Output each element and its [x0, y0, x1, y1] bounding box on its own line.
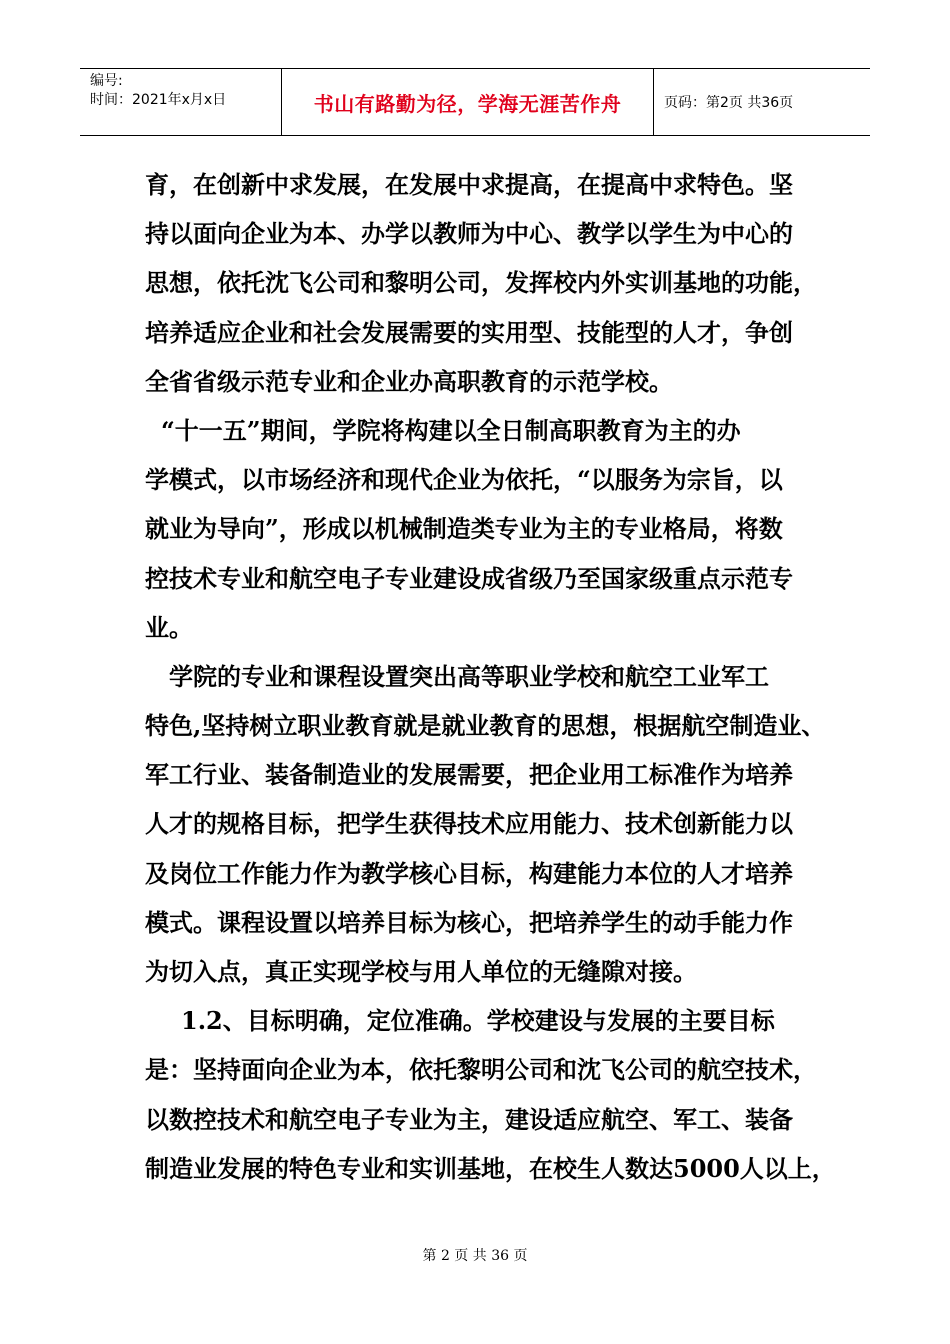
body-line: 人才的规格目标，把学生获得技术应用能力、技术创新能力以: [145, 809, 793, 839]
body-line: “十一五”期间，学院将构建以全日制高职教育为主的办: [161, 415, 741, 445]
header-page-info: 页码：第2页 共36页: [664, 95, 794, 111]
body-line: 培养适应企业和社会发展需要的实用型、技能型的人才，争创: [145, 317, 793, 347]
body-line: 业。: [145, 612, 193, 642]
body-line: 学院的专业和课程设置突出高等职业学校和航空工业军工: [169, 661, 769, 691]
document-body: [145, 160, 836, 1193]
body-line: 及岗位工作能力作为教学核心目标，构建能力本位的人才培养: [145, 858, 793, 888]
body-line: 控技术专业和航空电子专业建设成省级乃至国家级重点示范专: [145, 563, 793, 593]
body-line: 制造业发展的特色专业和实训基地，在校生人数达5000人以上，: [145, 1153, 836, 1183]
body-line: 全省省级示范专业和企业办高职教育的示范学校。: [145, 366, 673, 396]
body-line: 特色,坚持树立职业教育就是就业教育的思想，根据航空制造业、: [145, 711, 826, 741]
header-meta: [80, 69, 282, 135]
body-line: 就业为导向”，形成以机械制造类专业为主的专业格局，将数: [145, 514, 783, 544]
body-line: 持以面向企业为本、办学以教师为中心、教学以学生为中心的: [145, 219, 793, 249]
body-line: 是：坚持面向企业为本，依托黎明公司和沈飞公司的航空技术，: [145, 1055, 817, 1085]
page-footer: 第 2 页 共 36 页: [422, 1248, 528, 1264]
page-header: [80, 68, 870, 136]
document-time-label: 时间：2021年x月x日: [90, 92, 227, 108]
body-line: 以数控技术和航空电子专业为主，建设适应航空、军工、装备: [145, 1104, 793, 1134]
body-line: 思想，依托沈飞公司和黎明公司，发挥校内外实训基地的功能，: [145, 268, 817, 298]
body-line: 模式。课程设置以培养目标为核心，把培养学生的动手能力作: [145, 907, 793, 937]
document-number-label: 编号:: [90, 73, 123, 89]
body-line: 学模式，以市场经济和现代企业为依托，“以服务为宗旨，以: [145, 465, 783, 495]
body-line: 为切入点，真正实现学校与用人单位的无缝隙对接。: [145, 957, 697, 986]
body-line: 1.2、目标明确，定位准确。学校建设与发展的主要目标: [181, 1006, 775, 1036]
body-line: 育，在创新中求发展，在发展中求提高，在提高中求特色。坚: [145, 170, 793, 199]
header-motto: 书山有路勤为径，学海无涯苦作舟: [282, 69, 654, 135]
body-line: 军工行业、装备制造业的发展需要，把企业用工标准作为培养: [145, 760, 793, 790]
